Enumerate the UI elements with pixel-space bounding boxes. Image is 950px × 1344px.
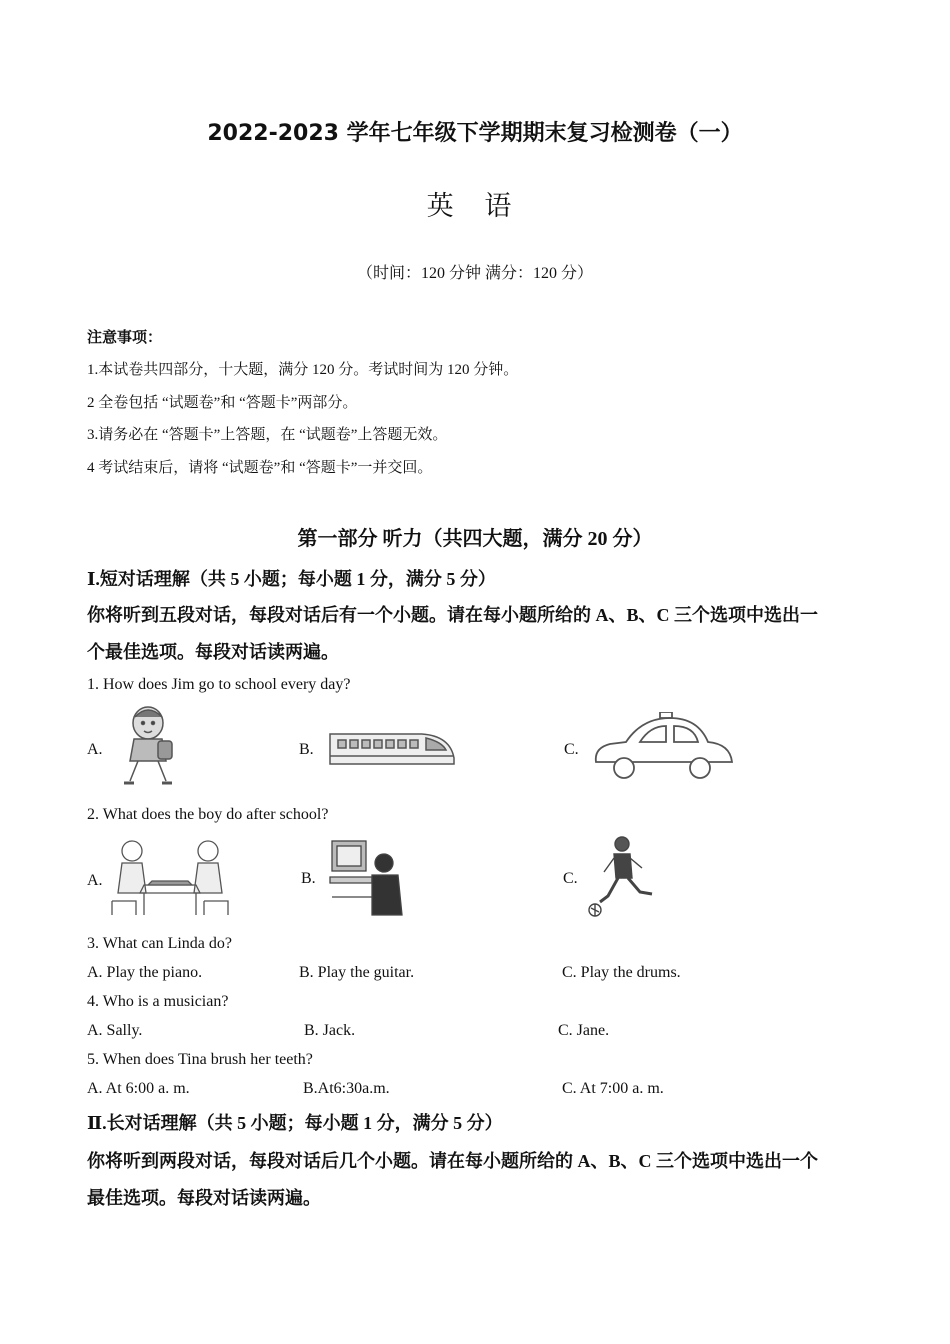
option-label: A.: [87, 741, 103, 758]
notice-item: 2 全卷包括 “试题卷”和 “答题卡”两部分。: [87, 395, 358, 411]
option-text: C. Jane.: [558, 1022, 610, 1039]
option-text: B.At6:30a.m.: [303, 1080, 390, 1097]
exam-title: 2022-2023 学年七年级下学期期末复习检测卷（一）: [207, 121, 743, 146]
section-instruction: 你将听到两段对话，每段对话后几个小题。请在每小题所给的 A、B、C 三个选项中选出一个: [87, 1151, 818, 1171]
question-5: 5. When does Tina brush her teeth?: [87, 1051, 313, 1068]
option-label: C.: [563, 870, 578, 887]
notice-heading: 注意事项：: [87, 330, 163, 346]
car-icon: [590, 712, 736, 784]
option-label: B.: [301, 870, 316, 887]
question-4: 4. Who is a musician?: [87, 993, 229, 1010]
section-instruction: 你将听到五段对话，每段对话后有一个小题。请在每小题所给的 A、B、C 三个选项中选出一: [87, 605, 818, 625]
question-1: 1. How does Jim go to school every day?: [87, 676, 351, 693]
option-text: A. Play the piano.: [87, 964, 203, 981]
section-heading: Ⅰ.短对话理解（共 5 小题；每小题 1 分，满分 5 分）: [87, 569, 496, 589]
playing-chess-icon: [108, 837, 232, 917]
walking-boy-icon: [108, 703, 188, 787]
notice-item: 3.请务必在 “答题卡”上答题，在 “试题卷”上答题无效。: [87, 427, 448, 443]
section-instruction: 最佳选项。每段对话读两遍。: [87, 1188, 321, 1208]
playing-soccer-icon: [586, 834, 660, 918]
section-heading: Ⅱ.长对话理解（共 5 小题；每小题 1 分，满分 5 分）: [87, 1113, 503, 1133]
option-label: B.: [299, 741, 314, 758]
part-heading: 第一部分 听力（共四大题，满分 20 分）: [297, 528, 653, 550]
time-info: （时间：120 分钟 满分：120 分）: [356, 265, 593, 282]
question-3: 3. What can Linda do?: [87, 935, 232, 952]
option-text: C. At 7:00 a. m.: [562, 1080, 664, 1097]
option-label: C.: [564, 741, 579, 758]
notice-item: 1.本试卷共四部分，十大题，满分 120 分。考试时间为 120 分钟。: [87, 362, 519, 378]
section-instruction: 个最佳选项。每段对话读两遍。: [87, 642, 339, 662]
subject-title: 英 语: [426, 191, 524, 221]
option-text: C. Play the drums.: [562, 964, 681, 981]
option-label: A.: [87, 872, 103, 889]
option-text: A. Sally.: [87, 1022, 143, 1039]
notice-item: 4 考试结束后，请将 “试题卷”和 “答题卡”一并交回。: [87, 460, 433, 476]
option-text: A. At 6:00 a. m.: [87, 1080, 190, 1097]
option-text: B. Play the guitar.: [299, 964, 415, 981]
train-icon: [326, 720, 458, 772]
question-2: 2. What does the boy do after school?: [87, 806, 329, 823]
option-text: B. Jack.: [304, 1022, 356, 1039]
computer-icon: [328, 837, 406, 917]
